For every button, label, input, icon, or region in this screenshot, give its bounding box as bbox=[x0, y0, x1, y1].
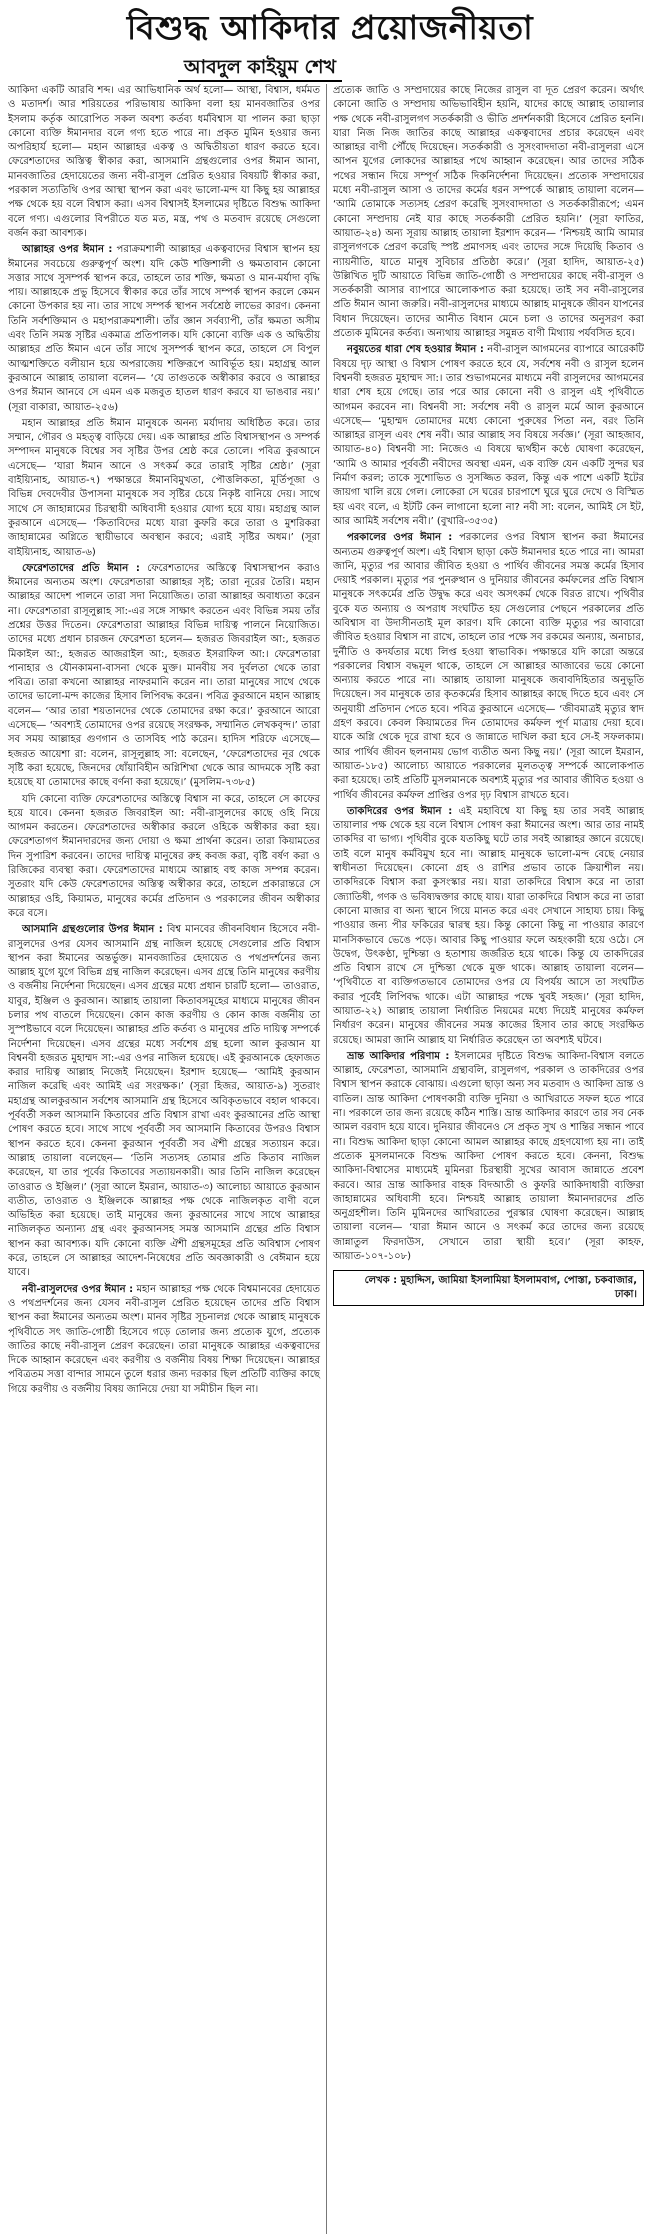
left-column bbox=[8, 84, 326, 2234]
author-row bbox=[8, 52, 652, 86]
section-heading: নবী-রাসুলদের ওপর ঈমান : bbox=[22, 1283, 134, 1295]
article-columns bbox=[8, 84, 652, 2234]
author-info-box: লেখক : মুহাদ্দিস, জামিয়া ইসলামিয়া ইসলামবাগ, পোস্তা, চকবাজার, ঢাকা। bbox=[333, 1270, 644, 1306]
paragraph-text: নবী-রাসুল আগমনের ব্যাপারে আরেকটি বিষয়ে দৃঢ় আস্থা ও বিশ্বাস পোষণ করতে হবে যে, সর্বশেষ নবী ও রাসুল হলেন বিশ্বনবী হজরত মুহাম্মদ সা:। তার শুভাগমনের মাধ্যমে নবী রাসুলদের আগমনের ধারা শেষ হয়ে গেছে। তার পরে আর কোনো নবী ও রাসুল এই পৃথিবীতে আগমন করবেন না। বিশ্বনবী সা: সর্বশেষ নবী ও রাসুল মর্মে আল কুরআনে এসেছে— ‘মুহাম্মদ তোমাদের মধ্যে কোনো পুরুষের পিতা নন, বরং তিনি আল্লাহর রাসূল এবং শেষ নবী। আর আল্লাহ সব বিষয়ে সর্বজ্ঞ।’ (সূরা আহজাব, আয়াত-৪০) বিশ্বনবী সা: নিজেও এ বিষয়ে দ্ব্যর্থহীন কণ্ঠে ঘোষণা করেছেন, ‘আমি ও আমার পূর্ববর্তী নবীদের অবস্থা এমন, এক ব্যক্তি যেন একটি সুন্দর ঘর নির্মাণ করল; তাকে সুশোভিত ও সুসজ্জিত করল, কিন্তু এক পাশে একটি ইটের জায়গা খালি রয়ে গেল। লোকেরা সে ঘরের চারপাশে ঘুরে ঘুরে দেখে ও বিস্মিত হয় এবং বলে, এ ইটটি কেন লাগানো হলো না? নবী সা: বলেন, আমিই সে ইট, আর আমিই সর্বশেষ নবী।’ (বুখারি-৩৫৩৫) bbox=[333, 344, 644, 527]
paragraph-text: মহান আল্লাহর পক্ষ থেকে বিশ্বমানবের হেদায়েত ও পথপ্রদর্শনের জন্য যেসব নবী-রাসুল প্রেরিত হয়েছেন তাদের প্রতি বিশ্বাস স্থাপন করা ঈমানের অন্যতম অংশ। মানব সৃষ্টির সূচনালগ্ন থেকে আল্লাহ মানুষকে পৃথিবীতে সৎ জাতি-গোষ্ঠী হিসেবে গড়ে তোলার জন্য প্রত্যেক যুগে, প্রত্যেক জাতির কাছে নবী-রাসুল প্রেরণ করেছেন। তারা মানুষকে আল্লাহর একত্ববাদের দিকে আহ্বান করেছেন এবং করণীয় ও বর্জনীয় বিষয় শিক্ষা দিয়েছেন। আল্লাহর পবিত্রতম সত্তা বান্দার সামনে তুলে ধরার জন্য দরকার ছিল প্রতিটি ব্যক্তির কাছে গিয়ে করণীয় ও বর্জনীয় বিষয় জানিয়ে দেয়া যা সমীচীন ছিল না। bbox=[8, 1283, 320, 1395]
paragraph-text: পরকালের ওপর বিশ্বাস স্থাপন করা ঈমানের অন্যতম গুরুত্বপূর্ণ অংশ। এই বিশ্বাস ছাড়া কেউ ঈমানদার হতে পারে না। আমরা জানি, মৃত্যুর পর আবার জীবিত হওয়া ও পার্থিব জীবনের সমস্ত কর্মের হিসাব দেয়াই পরকাল। মৃত্যুর পর পুনরুত্থান ও দুনিয়ার জীবনের কর্মফলের প্রতি বিশ্বাস মানুষকে সৎকর্মের প্রতি উদ্বুদ্ধ করে এবং অসৎকর্ম থেকে বিরত রাখে। পৃথিবীর বুকে যত অন্যায় ও অপরাধ সংঘটিত হয় সেগুলোর পেছনে পরকালের প্রতি অবিশ্বাস বা উদাসীনতাই মূল কারণ। যদি কোনো ব্যক্তি মৃত্যুর পর আবারো জীবিত হওয়ার বিশ্বাস না রাখে, তাহলে তার পক্ষে সব রকমের অন্যায়, অনাচার, দুর্নীতি ও কদর্যতার মধ্যে লিপ্ত হওয়া স্বাভাবিক। পক্ষান্তরে যদি কারো অন্তরে পরকালের বিশ্বাস বদ্ধমূল থাকে, তাহলে সে আল্লাহর আজাবের ভয়ে কোনো অন্যায় করতে পারে না। আল্লাহ তায়ালা মানুষকে জবাবদিহিতার অনুভূতি দিয়েছেন। সব মানুষকে তার কৃতকর্মের হিসাব আল্লাহর কাছে দিতে হবে এবং সে অনুযায়ী প্রতিদান পেতে হবে। পবিত্র কুরআনে এসেছে— ‘জীবমাত্রই মৃত্যুর স্বাদ গ্রহণ করবে। কেবল কিয়ামতের দিন তোমাদের কর্মফল পূর্ণ মাত্রায় দেয়া হবে। যাকে অগ্নি থেকে দূরে রাখা হবে ও জান্নাতে দাখিল করা হবে সে-ই সফলকাম। আর পার্থিব জীবন ছলনাময় ভোগ ব্যতীত অন্য কিছু নয়।’ (সূরা আলে ইমরান, আয়াত-১৮৫) আলোচ্য আয়াতে পরকালের মূলতত্ত্ব সম্পর্কে আলোকপাত করা হয়েছে। তাই প্রতিটি মুসলমানকে অবশ্যই মৃত্যুর পর আবার জীবিত হওয়া ও পার্থিব জীবনের কর্মফল প্রাপ্তির ওপর দৃঢ় বিশ্বাস রাখতে হবে। bbox=[333, 532, 644, 801]
section-heading: ফেরেশতাদের প্রতি ঈমান : bbox=[22, 562, 140, 574]
section-heading: ভ্রান্ত আকিদার পরিণাম : bbox=[347, 1050, 450, 1062]
section-heading: নবুয়তের ধারা শেষ হওয়ার ঈমান : bbox=[347, 344, 484, 356]
article-paragraph bbox=[333, 805, 644, 1048]
paragraph-text: আকিদা একটি আরবি শব্দ। এর আভিধানিক অর্থ হলো— আস্থা, বিশ্বাস, ধর্মমত ও মতাদর্শ। আর শরিয়তের পরিভাষায় আকিদা বলা হয় মানবজাতির ওপর ইসলাম কর্তৃক আরোপিত সকল অবশ্য কর্তব্য ধর্মবিশ্বাস যা পালন করা ছাড়া কোনো ব্যক্তি ঈমানদার বলে গণ্য হতে পারে না। প্রকৃত মুমিন হওয়ার জন্য অপরিহার্য হলো— মহান আল্লাহর একত্ব ও অদ্বিতীয়তা ধারণ করতে হবে। ফেরেশতাদের অস্তিত্ব স্বীকার করা, আসমানি গ্রন্থগুলোর ওপর ঈমান আনা, মানবজাতির হেদায়েতের জন্য নবী-রাসুল প্রেরিত হওয়ার বিষয়টি স্বীকার করা, পরকাল সত্যতিথি ওপর আস্থা স্থাপন করা এবং ভালো-মন্দ যা কিছু হয় আল্লাহর পক্ষ থেকে হয় বলে বিশ্বাস করা। এসব বিশ্বাসই ইসলামের দৃষ্টিতে বিশুদ্ধ আকিদা বলে গণ্য। এগুলোর বিপরীতে যত মত, মন্ত্র, পথ ও মতবাদ রয়েছে সেগুলো বর্জন করা আবশ্যক। bbox=[8, 85, 320, 239]
article-paragraph bbox=[333, 343, 644, 529]
left-column-text bbox=[8, 84, 320, 1397]
paragraph-text: মহান আল্লাহর প্রতি ঈমান মানুষকে অনন্য মর্যাদায় অধিষ্ঠিত করে। তার সম্মান, গৌরব ও মহত্ত্ব বাড়িয়ে দেয়। এক আল্লাহর প্রতি বিশ্বাসস্থাপন ও সম্পর্ক সম্পাদন মানুষকে বিশ্বের সব সৃষ্টির উপর শ্রেষ্ঠ করে তোলে। পবিত্র কুরআনে এসেছে— ‘যারা ঈমান আনে ও সৎকর্ম করে তারাই সৃষ্টির শ্রেষ্ঠ।’ (সূরা বাইয়্যিনাহ, আয়াত-৭) পক্ষান্তরে ঈমানবিমুখতা, পৌত্তলিকতা, মূর্তিপূজা ও বিভিন্ন দেবদেবীর উপাসনা মানুষকে সব সৃষ্টির চেয়ে নিকৃষ্ট বানিয়ে দেয়। সাথে সাথে সে জাহান্নামের চিরস্থায়ী অধিবাসী হওয়ার যোগ্য হয়ে যায়। মহাগ্রন্থ আল কুরআনে এসেছে— ‘কিতাবিদের মধ্যে যারা কুফরি করে তারা ও মুশরিকরা জাহান্নামের অগ্নিতে স্থায়ীভাবে অবস্থান করবে; এরাই সৃষ্টির অধম।’ (সূরা বাইয়্যিনাহ, আয়াত-৬) bbox=[8, 417, 320, 558]
paragraph-text: যদি কোনো ব্যক্তি ফেরেশতাদের অস্তিত্বে বিশ্বাস না করে, তাহলে সে কাফের হয়ে যাবে। কেননা হজরত জিবরাইল আ: নবী-রাসুলদের কাছে ওহি নিয়ে আগমন করতেন। ফেরেশতাদের অস্বীকার করলে ওহিকে অস্বীকার করা হয়। ফেরেশতাগণ ঈমানদারদের জন্য দোয়া ও ক্ষমা প্রার্থনা করেন। তারা কিয়ামতের দিন সুপারিশ করবেন। তাদের দায়িত্ব মানুষের রুহ কবজ করা, বৃষ্টি বর্ষণ করা ও রিজিকের ব্যবস্থা করা। ফেরেশতাদের মাধ্যমে আল্লাহ বহু কাজ সম্পন্ন করেন। সুতরাং যদি কেউ ফেরেশতাদের অস্তিত্ব অস্বীকার করে, তাহলে প্রকারান্তরে সে আল্লাহর ওহি, কিয়ামত, মানুষের কর্মের প্রতিদান ও পরকালের জীবন অস্বীকার করে বসে। bbox=[8, 793, 320, 919]
paragraph-text: প্রত্যেক জাতি ও সম্প্রদায়ের কাছে নিজের রাসুল বা দূত প্রেরণ করেন। অর্থাৎ কোনো জাতি ও সম্প্রদায় অভিভাবিহীন হয়নি, যাদের কাছে আল্লাহ তায়ালার পক্ষ থেকে নবী-রাসুলগণ সতর্ককারী ও ভীতি প্রদর্শনকারী হিসেবে প্রেরিত হননি। যারা নিজ নিজ জাতির কাছে আল্লাহর একত্ববাদের প্রচার করেছেন এবং আল্লাহর বাণী পৌঁছে দিয়েছেন। সতর্ককারী ও সুসংবাদদাতা নবী-রাসুলরা এসে আপন যুগের লোকদের আল্লাহর পথে আহ্বান করেছেন। আর তাদের সঠিক পথের সন্ধান দিয়ে সম্পূর্ণ সঠিক দিকনির্দেশনা দিয়েছেন। প্রত্যেক সম্প্রদায়ের মধ্যে নবী-রাসুল আসা ও তাদের কর্মের ধরন সম্পর্কে আল্লাহ তায়ালা বলেন— ‘আমি তোমাকে সত্যসহ প্রেরণ করেছি সুসংবাদদাতা ও সতর্ককারীরূপে; এমন কোনো সম্প্রদায় নেই যার কাছে সতর্ককারী প্রেরিত হয়নি।’ (সূরা ফাতির, আয়াত-২৪) অন্য সূরায় আল্লাহ তায়ালা ইরশাদ করেন— ‘নিশ্চয়ই আমি আমার রাসুলগণকে প্রেরণ করেছি স্পষ্ট প্রমাণসহ এবং তাদের সঙ্গে দিয়েছি কিতাব ও ন্যায়নীতি, যাতে মানুষ সুবিচার প্রতিষ্ঠা করে।’ (সূরা হাদিদ, আয়াত-২৫) উল্লিখিত দুটি আয়াতে বিভিন্ন জাতি-গোষ্ঠী ও সম্প্রদায়ের কাছে নবী-রাসুল ও সতর্ককারী আসার ব্যাপারে আলোকপাত করা হয়েছে। তাই সব নবী-রাসুলের প্রতি ঈমান আনা জরুরি। নবী-রাসুলদের মাধ্যমে আল্লাহ মানুষকে জীবন যাপনের বিধান দিয়েছেন। তাদের আনীত বিধান মেনে চলা ও তাদের অনুসরণ করা প্রত্যেক মুমিনের কর্তব্য। অন্যথায় আল্লাহর সমুন্নত বাণী মিথ্যায় পর্যবসিত হবে। bbox=[333, 85, 644, 340]
article-paragraph bbox=[8, 793, 320, 922]
article-paragraph bbox=[8, 1283, 320, 1397]
article-paragraph bbox=[8, 562, 320, 791]
section-heading: পরকালের ওপর ঈমান : bbox=[347, 532, 453, 544]
article-paragraph bbox=[8, 923, 320, 1280]
article-headline: বিশুদ্ধ আকিদার প্রয়োজনীয়তা bbox=[126, 8, 534, 47]
paragraph-text: বিশ্ব মানবের জীবনবিধান হিসেবে নবী-রাসুলদের ওপর যেসব আসমানি গ্রন্থ নাজিল হয়েছে সেগুলোর প্রতি বিশ্বাস স্থাপন করা ঈমানের অন্তর্ভুক্ত। মানবজাতির হেদায়েত ও পথপ্রদর্শনের জন্য আল্লাহ যুগে যুগে বিভিন্ন গ্রন্থ নাজিল করেছেন। এসব গ্রন্থে তিনি মানুষের করণীয় ও বর্জনীয় নির্দেশনা দিয়েছেন। এসব গ্রন্থের মধ্যে প্রধান চারটি হলো— তাওরাত, যাবুর, ইঞ্জিল ও কুরআন। আল্লাহ তায়ালা কিতাবসমূহের মাধ্যমে মানুষের জীবন চলার পথ বাতলে দিয়েছেন। কোন কাজ করণীয় ও কোন কাজ বর্জনীয় তা সুস্পষ্টভাবে বলে দিয়েছেন। আল্লাহর প্রতি কর্তব্য ও মানুষের প্রতি দায়িত্ব সম্পর্কে নির্দেশনা দিয়েছেন। এসব গ্রন্থের মধ্যে সর্বশেষ গ্রন্থ হলো আল কুরআন যা বিশ্বনবী হজরত মুহাম্মদ সা:-এর ওপর নাজিল হয়েছে। এই কুরআনকে হেফাজত করার দায়িত্ব আল্লাহ নিজেই নিয়েছেন। ইরশাদ হয়েছে— ‘আমিই কুরআন নাজিল করেছি এবং আমিই এর সংরক্ষক।’ (সূরা হিজর, আয়াত-৯) সুতরাং মহাগ্রন্থ আলকুরআন সর্বশেষ আসমানি গ্রন্থ হিসেবে অবিকৃতভাবে বহাল থাকবে। পূর্ববর্তী সকল আসমানি কিতাবের প্রতি বিশ্বাস রাখা এবং কুরআনের প্রতি আস্থা পোষণ করতে হবে। সাথে সাথে পূর্ববর্তী সব আসমানি কিতাবের উপরও বিশ্বাস স্থাপন করতে হবে। কেননা কুরআন পূর্ববর্তী সব ঐশী গ্রন্থের সত্যায়ন করে। আল্লাহ তায়ালা বলেছেন— ‘তিনি সত্যসহ তোমার প্রতি কিতাব নাজিল করেছেন, যা তার পূর্বের কিতাবের সত্যায়নকারী। আর তিনি নাজিল করেছেন তাওরাত ও ইঞ্জিল।’ (সূরা আলে ইমরান, আয়াত-৩) আলোচ্য আয়াতে কুরআন ব্যতীত, তাওরাত ও ইঞ্জিলকে আল্লাহর পক্ষ থেকে নাজিলকৃত বাণী বলে অভিহিত করা হয়েছে। তাই মানুষের জন্য কুরআনের সাথে সাথে আল্লাহর নাজিলকৃত অন্যান্য গ্রন্থ এবং কুরআনসহ সমস্ত আসমানি গ্রন্থের প্রতি বিশ্বাস স্থাপন করা আবশ্যক। যদি কোনো ব্যক্তি ঐশী গ্রন্থসমূহের প্রতি অবিশ্বাস পোষণ করে, তাহলে সে আল্লাহর আদেশ-নিষেধের প্রতি অবজ্ঞাকারী ও বেঈমান হয়ে যাবে। bbox=[8, 924, 320, 1279]
article-author: আবদুল কাইয়ুম শেখ bbox=[178, 54, 342, 82]
paragraph-text: পরাক্রমশালী আল্লাহর একত্ববাদের বিশ্বাস স্থাপন হয় ঈমানের সবচেয়ে গুরুত্বপূর্ণ অংশ। যদি কেউ শক্তিশালী ও ক্ষমতাবান কোনো সত্তার সাথে সুসম্পর্ক স্থাপন করে, তাহলে তার শক্তি, ক্ষমতা ও মান-মর্যাদা বৃদ্ধি পায়। আল্লাহকে প্রভু হিসেবে স্বীকার করে তাঁর সাথে সম্পর্ক স্থাপন করলে কেমন কোনো উপকার হয় না। তার সাথে সম্পর্ক স্থাপন সর্বশ্রেষ্ঠ লাভের কারণ। কেননা তিনি সর্বশক্তিমান ও মহাপরাক্রমশালী। তাঁর জ্ঞান সর্বব্যাপী, তাঁর ক্ষমতা অসীম এবং তিনি সমস্ত সৃষ্টির একমাত্র প্রতিপালক। যদি কোনো ব্যক্তি এক ও অদ্বিতীয় আল্লাহর প্রতি ঈমান এনে তাঁর সাথে সুসম্পর্ক স্থাপন করে, তাহলে সে বিপুল আত্মশক্তিতে বলীয়ান হয়ে অপরাজেয় শক্তিরূপে আবির্ভূত হয়। মহাগ্রন্থ আল কুরআনে আল্লাহ তায়ালা বলেন— ‘যে তাগুতকে অস্বীকার করবে ও আল্লাহর ওপর ঈমান আনবে সে এমন এক মজবুত হাতল ধারণ করবে যা ভাঙবার নয়।’ (সূরা বাকারা, আয়াত-২৫৬) bbox=[8, 244, 320, 413]
right-column-text bbox=[333, 84, 644, 1306]
article-paragraph bbox=[8, 243, 320, 415]
section-heading: আসমানি গ্রন্থগুলোর উপর ঈমান : bbox=[22, 924, 163, 936]
paragraph-text: এই মহাবিশ্বে যা কিছু হয় তার সবই আল্লাহ তায়ালার পক্ষ থেকে হয় বলে বিশ্বাস পোষণ করা ঈমানের অংশ। আর তার নামই তাকদির বা ভাগ্য। পৃথিবীর বুকে যতকিছু ঘটে তার সবই আল্লাহর জ্ঞানে রয়েছে। তাই বলে মানুষ কর্মবিমুখ হবে না। আল্লাহ মানুষকে ভালো-মন্দ বেছে নেয়ার স্বাধীনতা দিয়েছেন। কোনো গ্রহ ও রাশির প্রভাব তাকে ক্রিয়াশীল নয়। তাকদিরকে বিশ্বাস করা কুসংস্কার নয়। যারা তাকদিরে বিশ্বাস করে না তারা জ্যোতিষী, গণক ও ভবিষ্যদ্বক্তার কাছে যায়। যারা তাকদিরে বিশ্বাস করে না তারা কোনো মাজার বা অন্য স্থানে গিয়ে মানত করে এবং সেখানে সাহায্য চায়। কিছু পাওয়ার জন্য পীর ফকিরের দ্বারস্থ হয়। কিন্তু কোনো কিছু না পাওয়ার কারণে মানসিকভাবে ভেঙে পড়ে। আবার কিছু পাওয়ার ফলে অহংকারী হয়ে ওঠে। সে উদ্বেগ, উৎকণ্ঠা, দুশ্চিন্তা ও হতাশায় জর্জরিত হয়ে থাকে। কিন্তু যে তাকদিরের প্রতি বিশ্বাস রাখে সে দুশ্চিন্তা থেকে মুক্ত থাকে। আল্লাহ তায়ালা বলেন— ‘পৃথিবীতে বা ব্যক্তিগতভাবে তোমাদের ওপর যে বিপর্যয় আসে তা সংঘটিত করার পূর্বেই লিপিবদ্ধ থাকে। এটা আল্লাহর পক্ষে খুবই সহজ।’ (সূরা হাদিদ, আয়াত-২২) আল্লাহ তায়ালা নির্ধারিত নিয়মের মধ্যে দিয়েই মানুষের কর্মফল নির্ধারণ করেন। মানুষের জীবনের সমস্ত কাজের হিসাব তার কাছে সংরক্ষিত রয়েছে। আমরা জানি আল্লাহ যা নির্ধারিত করেছেন তা অবশ্যই ঘটবে। bbox=[333, 805, 644, 1046]
section-heading: তাকদিরের ওপর ঈমান : bbox=[347, 805, 453, 817]
article-paragraph bbox=[333, 531, 644, 803]
article-paragraph bbox=[8, 417, 320, 560]
article-paragraph bbox=[333, 1050, 644, 1264]
paragraph-text: ইসলামের দৃষ্টিতে বিশুদ্ধ আকিদা-বিশ্বাস বলতে আল্লাহ, ফেরেশতা, আসমানি গ্রন্থাবলি, রাসুলগণ, পরকাল ও তাকদিরের ওপর বিশ্বাস স্থাপন করাকে বোঝায়। এগুলো ছাড়া অন্য সব মতবাদ ও আকিদা ভ্রান্ত ও বাতিল। ভ্রান্ত আকিদা পোষণকারী ব্যক্তি দুনিয়া ও আখিরাতে সফল হতে পারে না। পরকালে তার জন্য রয়েছে কঠিন শাস্তি। ভ্রান্ত আকিদার কারণে তার সব নেক আমল বরবাদ হয়ে যাবে। দুনিয়ার জীবনেও সে প্রকৃত সুখ ও শান্তির সন্ধান পাবে না। বিশুদ্ধ আকিদা ছাড়া কোনো আমল আল্লাহর কাছে গ্রহণযোগ্য হয় না। তাই প্রত্যেক মুসলমানকে বিশুদ্ধ আকিদা পোষণ করতে হবে। কেননা, বিশুদ্ধ আকিদা-বিশ্বাসের মাধ্যমেই মুমিনরা চিরস্থায়ী সুখের আবাস জান্নাতে প্রবেশ করবে। আর ভ্রান্ত আকিদার বাহক বিদআতী ও কুফরি আকিদাধারী ব্যক্তিরা জাহান্নামের অধিবাসী হবে। নিশ্চয়ই আল্লাহ তায়ালা ঈমানদারদের প্রতি অনুগ্রহশীল। তিনি মুমিনদের আখিরাতের পুরস্কার ঘোষণা করেছেন। আল্লাহ তায়ালা বলেন— ‘যারা ঈমান আনে ও সৎকর্ম করে তাদের জন্য রয়েছে জান্নাতুল ফিরদাউস, সেখানে তারা স্থায়ী হবে।’ (সূরা কাহফ, আয়াত-১০৭-১০৮) bbox=[333, 1050, 644, 1263]
section-heading: আল্লাহর ওপর ঈমান : bbox=[22, 244, 113, 256]
right-column bbox=[326, 84, 644, 2234]
paragraph-text: ফেরেশতাদের অস্তিত্বে বিশ্বাসস্থাপন করাও ঈমানের অন্যতম অংশ। ফেরেশতারা আল্লাহর সৃষ্ট; তারা নূরের তৈরি। মহান আল্লাহর আদেশ পালনে তারা সদা নিয়োজিত। তারা আল্লাহর অবাধ্যতা করেন না। ফেরেশতারা রাসূলুল্লাহ সা:-এর সঙ্গে সাক্ষাৎ করতেন এবং বিভিন্ন সময় তাঁর প্রশ্নের উত্তর দিতেন। ফেরেশতারা আল্লাহর বিভিন্ন দায়িত্ব পালনে নিয়োজিত। তাদের মধ্যে প্রধান চারজন ফেরেশতা হলেন— হজরত জিবরাইল আ:, হজরত মিকাইল আ:, হজরত আজরাইল আ:, হজরত ইসরাফিল আ:। ফেরেশতারা পানাহার ও যৌনকামনা-বাসনা থেকে মুক্ত। মানবীয় সব দুর্বলতা থেকে তারা পবিত্র। তারা কখনো আল্লাহর নাফরমানি করেন না। তারা মানুষের সাথে থেকে তাদের ভালো-মন্দ কাজের হিসাব লিপিবদ্ধ করেন। পবিত্র কুরআনে মহান আল্লাহ বলেন— ‘আর তারা শয়তানদের থেকে তোমাদের রক্ষা করে।’ কুরআনে আরো এসেছে— ‘অবশ্যই তোমাদের ওপর রয়েছে সংরক্ষক, সম্মানিত লেখকবৃন্দ।’ তারা সব সময় আল্লাহর গুণগান ও তাসবিহ পাঠ করেন। হাদিস শরিফে এসেছে— হজরত আয়েশা রা: বলেন, রাসূলুল্লাহ সা: বলেছেন, ‘ফেরেশতাদের নূর থেকে সৃষ্টি করা হয়েছে, জিনদের ধোঁয়াবিহীন অগ্নিশিখা থেকে আর আদমকে সৃষ্টি করা হয়েছে যা তোমাদের কাছে বর্ণনা করা হয়েছে।’ (মুসলিম-৭৩৮৫) bbox=[8, 562, 320, 789]
article-paragraph bbox=[333, 84, 644, 341]
article-paragraph bbox=[8, 84, 320, 241]
